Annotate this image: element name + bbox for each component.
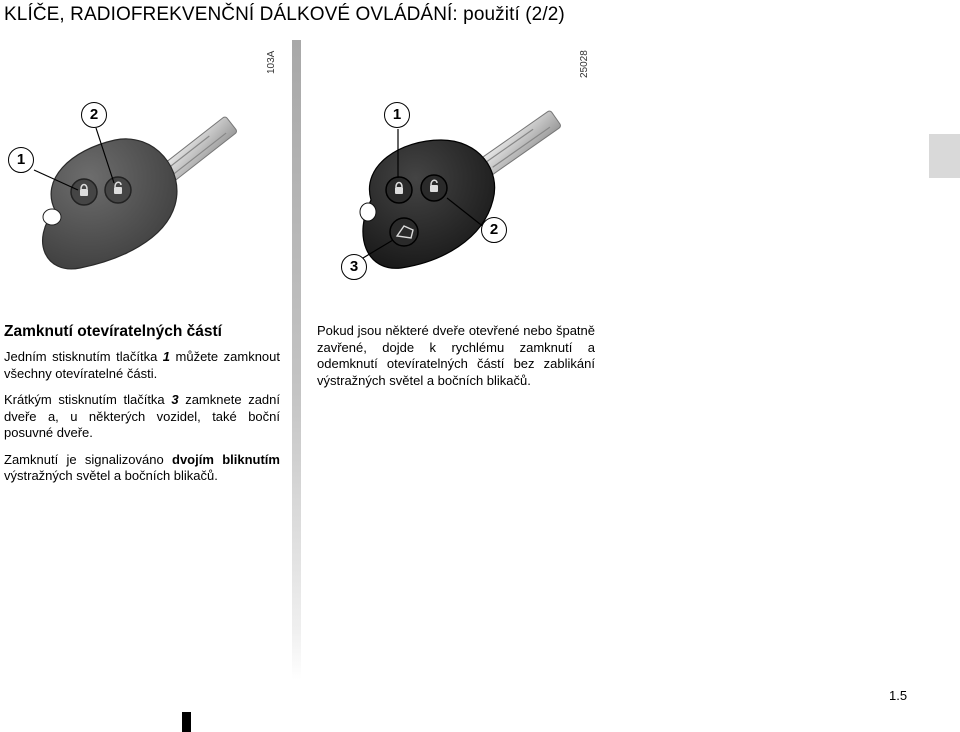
paragraph-quick-lock: Pokud jsou některé dveře otevřené nebo špatně zavřené, dojde k rychlému zamknutí a odemknutí otevíratelných částí bez zablikání výstražných světel a bočních blikačů.	[317, 323, 595, 388]
page-title: KLÍČE, RADIOFREKVENČNÍ DÁLKOVÉ OVLÁDÁNÍ: použití (2/2)	[4, 4, 565, 25]
paragraph-lock-all: Jedním stisknutím tlačítka 1 můžete zamknout všechny otevíratelné části.	[4, 349, 280, 381]
figure-three-button-key	[301, 40, 601, 310]
key-illustration	[0, 40, 292, 310]
footer-marker	[182, 712, 191, 732]
unlock-icon	[114, 187, 122, 194]
right-text-column	[317, 323, 595, 399]
figure-two-button-key	[0, 40, 292, 310]
column-divider	[292, 40, 301, 680]
side-tab-marker	[929, 134, 960, 178]
callout-3: 3	[341, 254, 367, 280]
section-heading: Zamknutí otevíratelných částí	[4, 323, 222, 340]
left-text-column	[4, 322, 280, 495]
figure-code: 103A	[266, 50, 277, 74]
callout-1: 1	[384, 102, 410, 128]
callout-1: 1	[8, 147, 34, 173]
lock-icon	[80, 189, 88, 196]
lock-icon	[395, 187, 403, 194]
paragraph-lock-signal: Zamknutí je signalizováno dvojím bliknutím výstražných světel a bočních blikačů.	[4, 451, 280, 483]
unlock-icon	[430, 185, 438, 192]
callout-2: 2	[481, 217, 507, 243]
callout-2: 2	[81, 102, 107, 128]
page-number: 1.5	[889, 688, 908, 703]
paragraph-lock-rear: Krátkým stisknutím tlačítka 3 zamknete zadní dveře a, u některých vozidel, také boční posuvné dveře.	[4, 392, 281, 440]
figure-code: 25028	[579, 50, 590, 78]
